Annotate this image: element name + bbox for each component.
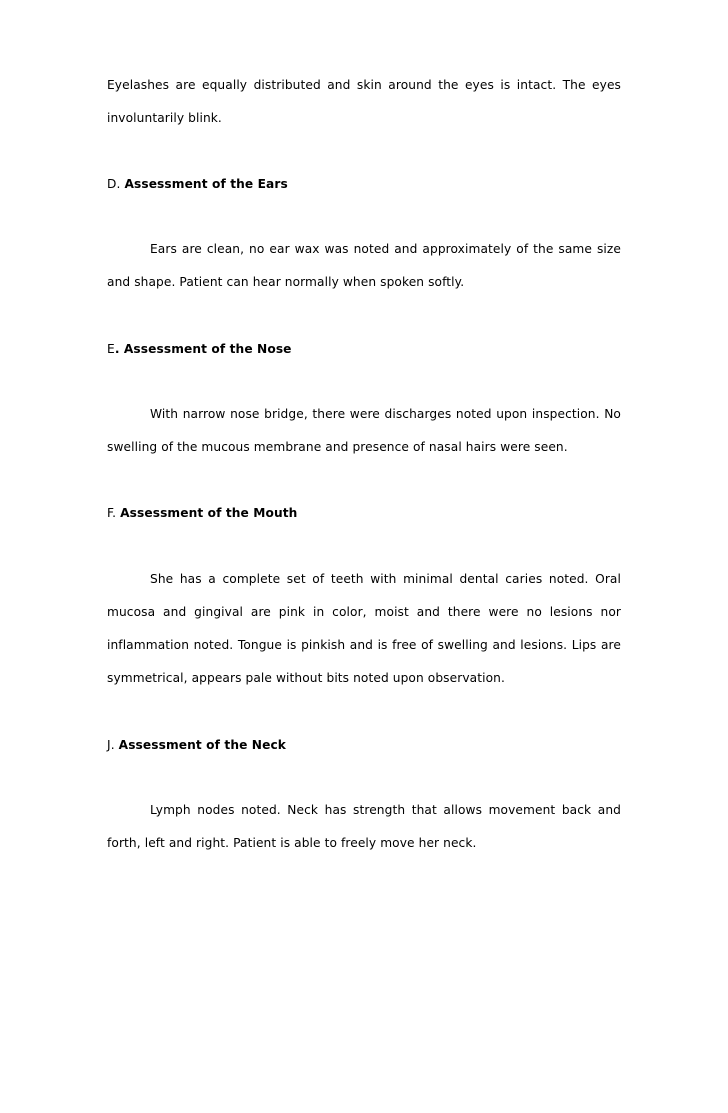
section-heading-ears: [107, 174, 621, 194]
intro-paragraph: Eyelashes are equally distributed and skin around the eyes is intact. The eyes involuntarily blink.: [107, 78, 621, 125]
section-body-ears: Ears are clean, no ear wax was noted and approximately of the same size and shape. Patient can hear normally when spoken softly.: [107, 242, 621, 289]
section-body-mouth: She has a complete set of teeth with minimal dental caries noted. Oral mucosa and gingival are pink in color, moist and there were no lesions nor inflammation noted. Tongue is pinkish and is free of swelling and lesions. Lips are symmetrical, appears pale without bits noted upon observation.: [107, 572, 621, 685]
section-letter: D.: [107, 177, 121, 191]
section-body-neck: Lymph nodes noted. Neck has strength that allows movement back and forth, left and right. Patient is able to freely move her neck.: [107, 803, 621, 850]
section-heading-mouth: [107, 503, 621, 523]
section-title: Assessment of the Mouth: [120, 506, 298, 520]
section-body-nose: With narrow nose bridge, there were discharges noted upon inspection. No swelling of the mucous membrane and presence of nasal hairs were seen.: [107, 407, 621, 454]
section-title: Assessment of the Neck: [118, 738, 287, 752]
section-letter: F.: [107, 506, 117, 520]
section-title: . Assessment of the Nose: [114, 342, 292, 356]
section-letter: J.: [107, 738, 115, 752]
section-heading-nose: [107, 339, 621, 359]
section-letter: E: [107, 342, 115, 356]
section-title: Assessment of the Ears: [124, 177, 288, 191]
section-heading-neck: [107, 735, 621, 755]
